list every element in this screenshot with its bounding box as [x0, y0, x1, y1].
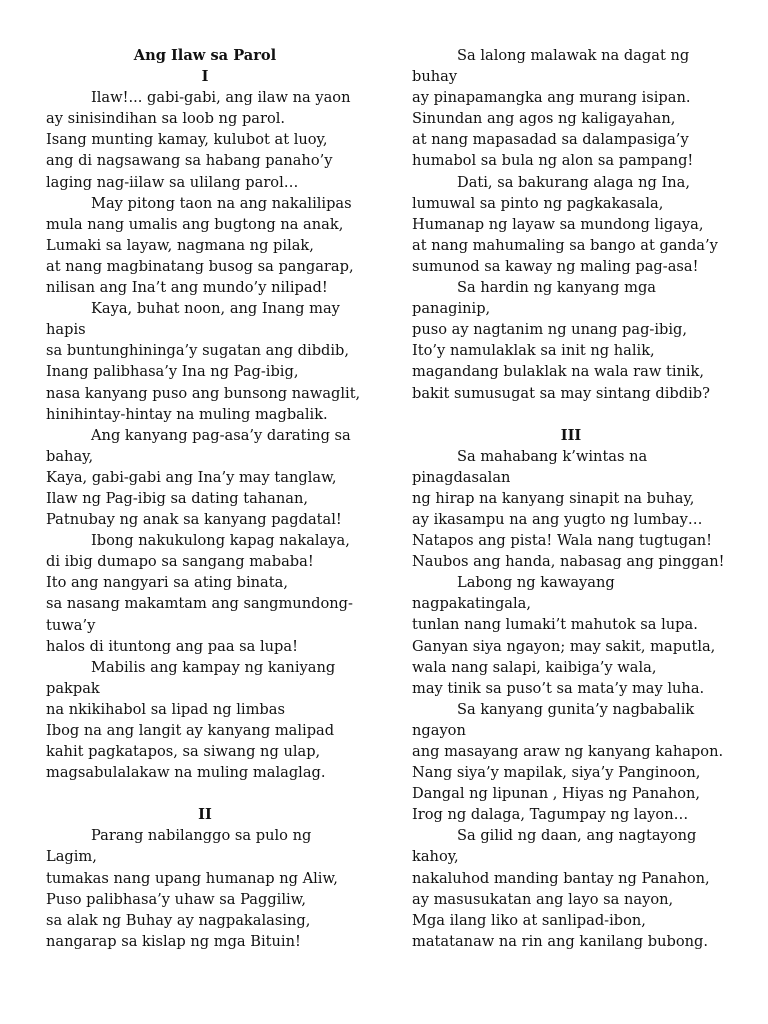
poem-line: Ilaw!... gabi-gabi, ang ilaw na yaon	[91, 89, 351, 107]
poem-line: ng hirap na kanyang sinapit na buhay,	[412, 489, 695, 507]
poem-line: Sa hardin ng kanyang mga	[457, 279, 656, 297]
poem-line: Natapos ang pista! Wala nang tugtugan!	[412, 532, 713, 550]
poem-line: sa nasang makamtam ang sangmundong-	[46, 595, 353, 613]
poem-line: Ang kanyang pag-asa’y darating sa	[91, 426, 351, 444]
poem-line: na nkikihabol sa lipad ng limbas	[46, 700, 285, 718]
poem-line: Naubos ang handa, nabasag ang pinggan!	[412, 553, 725, 571]
poem-line: Lumaki sa layaw, nagmana ng pilak,	[46, 236, 314, 254]
poem-line: halos di ituntong ang paa sa lupa!	[46, 637, 298, 655]
poem-line: magsabulalakaw na muling malaglag.	[46, 764, 326, 782]
left-column	[46, 45, 364, 1024]
poem-line: Dati, sa bakurang alaga ng Ina,	[457, 173, 691, 191]
poem-line: Ito ang nangyari sa ating binata,	[46, 574, 288, 592]
right-column	[412, 45, 730, 1024]
poem-title: Ang Ilaw sa Parol	[133, 47, 277, 64]
poem-line: ay masusukatan ang layo sa nayon,	[412, 890, 674, 908]
poem-line: nangarap sa kislap ng mga Bituin!	[46, 932, 301, 950]
poem-line: Sinundan ang agos ng kaligayahan,	[412, 110, 676, 128]
poem-line: ang masayang araw ng kanyang kahapon.	[412, 743, 724, 760]
poem-line: nasa kanyang puso ang bunsong nawaglit,	[46, 384, 361, 402]
poem-line: bakit sumusugat sa may sintang dibdib?	[412, 384, 710, 402]
poem-line: ay sinisindihan sa loob ng parol.	[46, 110, 286, 128]
poem-line: di ibig dumapo sa sangang mababa!	[46, 553, 314, 571]
poem-line: nagpakatingala,	[412, 595, 532, 613]
poem-line: bahay,	[46, 447, 94, 465]
poem-line: Labong ng kawayang	[457, 574, 615, 592]
poem-line: Ito’y namulaklak sa init ng halik,	[412, 342, 655, 360]
poem-line: Irog ng dalaga, Tagumpay ng layon…	[412, 806, 689, 824]
poem-line: ngayon	[412, 721, 466, 739]
poem-line: Puso palibhasa’y uhaw sa Paggiliw,	[46, 890, 307, 908]
poem-line: Isang munting kamay, kulubot at luoy,	[46, 131, 328, 149]
poem-line: Sa gilid ng daan, ang nagtayong	[457, 827, 697, 845]
poem-line: Inang palibhasa’y Ina ng Pag-ibig,	[46, 363, 299, 381]
poem-line: Humanap ng layaw sa mundong ligaya,	[412, 215, 704, 233]
poem-line: wala nang salapi, kaibiga’y wala,	[412, 658, 657, 676]
poem-line: kahoy,	[412, 848, 459, 866]
poem-line: Sa lalong malawak na dagat ng	[457, 47, 690, 64]
poem-line: pinagdasalan	[412, 468, 511, 486]
poem-line: May pitong taon na ang nakalilipas	[91, 194, 352, 212]
poem-line: Patnubay ng anak sa kanyang pagdatal!	[46, 511, 342, 529]
poem-line: mula nang umalis ang bugtong na anak,	[46, 215, 344, 233]
poem-line: nilisan ang Ina’t ang mundo’y nilipad!	[46, 279, 328, 297]
poem-line: Ilaw ng Pag-ibig sa dating tahanan,	[46, 489, 309, 507]
section-heading-2: II	[198, 806, 212, 824]
poem-line: Sa mahabang k’wintas na	[457, 447, 648, 465]
poem-line: puso ay nagtanim ng unang pag-ibig,	[412, 321, 688, 339]
poem-line: nakaluhod manding bantay ng Panahon,	[412, 869, 710, 887]
poem-line: laging nag-iilaw sa ulilang parol…	[46, 173, 299, 191]
poem-line: ay ikasampu na ang yugto ng lumbay…	[412, 510, 703, 528]
poem-line: humabol sa bula ng alon sa pampang!	[412, 152, 694, 170]
poem-line: sumunod sa kaway ng maling pag-asa!	[412, 257, 699, 275]
poem-line: Dangal ng lipunan , Hiyas ng Panahon,	[412, 785, 701, 803]
poem-line: matatanaw na rin ang kanilang bubong.	[412, 932, 709, 950]
poem-line: sa alak ng Buhay ay nagpakalasing,	[46, 911, 311, 929]
poem-line: panaginip,	[412, 300, 491, 318]
poem-line: Kaya, gabi-gabi ang Ina’y may tanglaw,	[46, 468, 337, 486]
poem-line: sa buntunghininga’y sugatan ang dibdib,	[46, 342, 350, 360]
poem-line: buhay	[412, 68, 458, 86]
poem-line: lumuwal sa pinto ng pagkakasala,	[412, 194, 664, 212]
poem-line: magandang bulaklak na wala raw tinik,	[412, 363, 705, 381]
poem-line: Ibong nakukulong kapag nakalaya,	[91, 532, 350, 550]
poem-line: hapis	[46, 321, 86, 339]
poem-line: kahit pagkatapos, sa siwang ng ulap,	[46, 743, 321, 761]
poem-line: may tinik sa puso’t sa mata’y may luha.	[412, 679, 705, 697]
poem-line: at nang mahumaling sa bango at ganda’y	[412, 236, 718, 254]
poem-line: at nang mapasadad sa dalampasiga’y	[412, 131, 689, 149]
poem-line: Kaya, buhat noon, ang Inang may	[91, 300, 340, 318]
poem-line: Nang siya’y mapilak, siya’y Panginoon,	[412, 764, 701, 782]
poem-line: at nang magbinatang busog sa pangarap,	[46, 257, 354, 275]
poem-line: Mabilis ang kampay ng kaniyang	[91, 658, 336, 676]
poem-line: Ganyan siya ngayon; may sakit, maputla,	[412, 637, 716, 655]
poem-line: hinihintay-hintay na muling magbalik.	[46, 405, 328, 423]
poem-line: tunlan nang lumaki’t mahutok sa lupa.	[412, 616, 698, 634]
section-heading-3: III	[560, 426, 582, 444]
poem-line: Mga ilang liko at sanlipad-ibon,	[412, 911, 646, 929]
poem-line: tuwa’y	[46, 616, 96, 634]
poem-line: ay pinapamangka ang murang isipan.	[412, 89, 691, 107]
poem-line: pakpak	[46, 679, 100, 697]
poem-line: Sa kanyang gunita’y nagbabalik	[457, 700, 695, 718]
poem-line: ang di nagsawang sa habang panaho’y	[46, 152, 333, 170]
section-heading-1: I	[201, 68, 209, 86]
poem-line: tumakas nang upang humanap ng Aliw,	[46, 869, 338, 887]
poem-line: Ibog na ang langit ay kanyang malipad	[46, 722, 335, 739]
poem-line: Parang nabilanggo sa pulo ng	[91, 827, 312, 845]
poem-line: Lagim,	[46, 848, 97, 866]
